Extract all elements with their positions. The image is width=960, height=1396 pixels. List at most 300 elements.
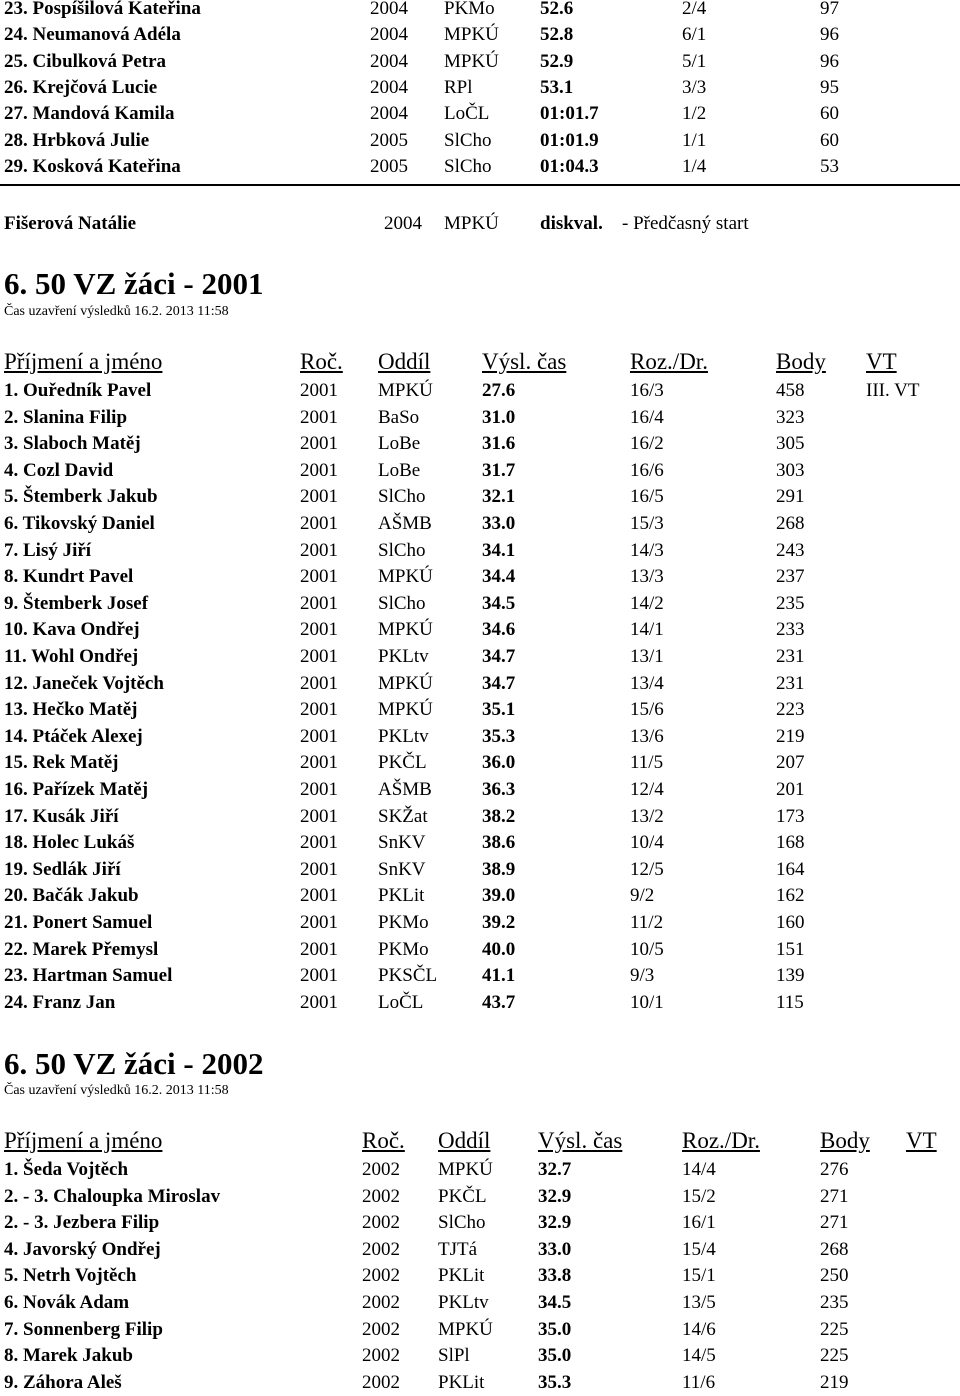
- table-row: [0, 1317, 960, 1343]
- performance-class: III. VT: [866, 380, 920, 401]
- birth-year: 2001: [300, 406, 338, 428]
- athlete-name: 5. Netrh Vojtěch: [4, 1265, 137, 1287]
- club-code: PKLtv: [378, 646, 429, 667]
- table-row: [0, 128, 960, 154]
- heat-lane: 15/2: [682, 1185, 716, 1207]
- points: 95: [820, 76, 839, 98]
- points: 268: [776, 513, 805, 534]
- club-code: PKLit: [438, 1371, 485, 1393]
- points: 151: [776, 938, 805, 960]
- points: 233: [776, 619, 805, 641]
- result-time: 43.7: [482, 991, 516, 1013]
- table-row: [0, 963, 960, 989]
- birth-year: 2001: [300, 380, 338, 401]
- club-code: MPKÚ: [378, 380, 433, 401]
- points: 323: [776, 406, 805, 428]
- table-row: [0, 1184, 960, 1210]
- table-row: [0, 538, 960, 564]
- points: 139: [776, 965, 805, 987]
- birth-year: 2001: [300, 938, 338, 960]
- athlete-name: 24. Franz Jan: [4, 991, 116, 1013]
- points: 243: [776, 539, 805, 561]
- birth-year: 2002: [362, 1159, 400, 1180]
- column-header-pts: Body: [820, 1128, 870, 1153]
- athlete-name: 23. Pospíšilová Kateřina: [4, 0, 201, 19]
- points: 303: [776, 459, 805, 481]
- results-closed-time: Čas uzavření výsledků 16.2. 2013 11:58: [4, 1083, 229, 1098]
- athlete-name: 14. Ptáček Alexej: [4, 725, 143, 747]
- heat-lane: 11/2: [630, 912, 664, 933]
- club-code: MPKÚ: [438, 1159, 493, 1180]
- table-row: [0, 804, 960, 830]
- heat-lane: 10/4: [630, 832, 664, 854]
- points: 173: [776, 805, 805, 827]
- athlete-name: 5. Štemberk Jakub: [4, 486, 158, 508]
- result-time: 38.9: [482, 858, 516, 880]
- athlete-name: 8. Marek Jakub: [4, 1345, 133, 1367]
- athlete-name: 9. Záhora Aleš: [4, 1371, 122, 1393]
- club-code: SlCho: [444, 155, 492, 177]
- points: 97: [820, 0, 839, 19]
- section-title: 6. 50 VZ žáci - 2001: [4, 266, 264, 301]
- club-code: MPKÚ: [444, 50, 499, 72]
- table-row: [0, 49, 960, 75]
- birth-year: 2001: [300, 486, 338, 508]
- table-row: [0, 511, 960, 537]
- heat-lane: 16/1: [682, 1212, 716, 1234]
- club-code: SlCho: [378, 592, 426, 614]
- club-code: SlCho: [378, 539, 426, 561]
- table-row: [0, 378, 960, 404]
- heat-lane: 12/4: [630, 779, 664, 800]
- points: 60: [820, 129, 839, 151]
- table-row: [0, 405, 960, 431]
- athlete-name: 11. Wohl Ondřej: [4, 646, 139, 667]
- birth-year: 2005: [370, 155, 408, 177]
- club-code: SKŽat: [378, 805, 428, 827]
- heat-lane: 14/4: [682, 1159, 716, 1180]
- points: 235: [820, 1292, 849, 1313]
- athlete-name: 25. Cibulková Petra: [4, 50, 167, 72]
- athlete-name: 8. Kundrt Pavel: [4, 566, 134, 588]
- heat-lane: 13/6: [630, 725, 664, 747]
- athlete-name: 4. Javorský Ondřej: [4, 1238, 161, 1260]
- birth-year: 2004: [370, 50, 408, 72]
- table-row: [0, 777, 960, 803]
- heat-lane: 13/2: [630, 805, 664, 827]
- results-closed-time: Čas uzavření výsledků 16.2. 2013 11:58: [4, 304, 229, 319]
- points: 271: [820, 1212, 849, 1234]
- athlete-name: 17. Kusák Jiří: [4, 805, 119, 827]
- heat-lane: 16/4: [630, 406, 664, 428]
- result-time: 27.6: [482, 380, 516, 401]
- result-time: 34.5: [538, 1292, 572, 1313]
- birth-year: 2001: [300, 991, 338, 1013]
- table-row: [0, 1343, 960, 1369]
- athlete-name: 2. - 3. Jezbera Filip: [4, 1212, 160, 1234]
- result-time: 35.3: [538, 1371, 572, 1393]
- points: 160: [776, 912, 805, 933]
- club-code: LoBe: [378, 459, 421, 481]
- athlete-name: 6. Tikovský Daniel: [4, 513, 155, 534]
- birth-year: 2004: [370, 24, 408, 46]
- birth-year: 2001: [300, 725, 338, 747]
- heat-lane: 15/1: [682, 1265, 716, 1287]
- result-time: 31.7: [482, 459, 516, 481]
- result-time: 33.8: [538, 1265, 572, 1287]
- points: 219: [820, 1371, 849, 1393]
- club-code: SlCho: [438, 1212, 486, 1234]
- table-row: [0, 671, 960, 697]
- result-time: 34.6: [482, 619, 516, 641]
- birth-year: 2001: [300, 539, 338, 561]
- dq-name: Fišerová Natálie: [4, 213, 137, 234]
- athlete-name: 24. Neumanová Adéla: [4, 24, 181, 46]
- heat-lane: 1/2: [682, 103, 707, 125]
- athlete-name: 12. Janeček Vojtěch: [4, 672, 164, 694]
- club-code: BaSo: [378, 406, 420, 428]
- club-code: LoČL: [444, 103, 490, 125]
- points: 276: [820, 1159, 849, 1180]
- section-title: 6. 50 VZ žáci - 2002: [4, 1046, 264, 1081]
- birth-year: 2001: [300, 912, 338, 933]
- points: 268: [820, 1238, 849, 1260]
- heat-lane: 14/5: [682, 1345, 716, 1367]
- club-code: SnKV: [378, 832, 426, 854]
- athlete-name: 2. - 3. Chaloupka Miroslav: [4, 1185, 221, 1207]
- birth-year: 2002: [362, 1265, 400, 1287]
- table-row: [0, 617, 960, 643]
- result-time: 32.1: [482, 486, 516, 508]
- points: 237: [776, 566, 805, 588]
- dq-reason: - Předčasný start: [622, 213, 749, 234]
- table-header: [0, 347, 960, 377]
- heat-lane: 12/5: [630, 858, 664, 880]
- points: 271: [820, 1185, 849, 1207]
- table-row: [0, 830, 960, 856]
- table-row: [0, 724, 960, 750]
- result-time: 32.9: [538, 1185, 572, 1207]
- club-code: MPKÚ: [378, 619, 433, 641]
- column-header-name: Příjmení a jméno: [4, 1128, 163, 1153]
- table-row: [0, 1290, 960, 1316]
- points: 168: [776, 832, 805, 854]
- result-time: 01:01.9: [540, 129, 599, 151]
- table-row: [0, 750, 960, 776]
- points: 225: [820, 1318, 849, 1340]
- points: 207: [776, 752, 805, 774]
- club-code: LoBe: [378, 433, 421, 455]
- column-header-vt: VT: [866, 349, 897, 374]
- athlete-name: 29. Kosková Kateřina: [4, 155, 181, 177]
- table-row: [0, 101, 960, 127]
- athlete-name: 10. Kava Ondřej: [4, 619, 140, 641]
- heat-lane: 15/6: [630, 699, 664, 721]
- result-time: 34.7: [482, 672, 516, 694]
- birth-year: 2004: [370, 0, 408, 19]
- club-code: PKČL: [438, 1185, 487, 1207]
- result-time: 38.2: [482, 805, 516, 827]
- points: 162: [776, 885, 805, 907]
- athlete-name: 15. Rek Matěj: [4, 752, 119, 774]
- athlete-name: 28. Hrbková Julie: [4, 129, 150, 151]
- column-header-split: Roz./Dr.: [630, 349, 708, 374]
- birth-year: 2001: [300, 513, 338, 534]
- heat-lane: 13/1: [630, 646, 664, 667]
- points: 231: [776, 672, 805, 694]
- heat-lane: 14/1: [630, 619, 664, 641]
- table-row: [0, 1210, 960, 1236]
- heat-lane: 13/4: [630, 672, 664, 694]
- birth-year: 2001: [300, 699, 338, 721]
- birth-year: 2004: [370, 76, 408, 98]
- club-code: PKMo: [378, 938, 429, 960]
- club-code: RPl: [444, 76, 473, 98]
- club-code: MPKÚ: [438, 1318, 493, 1340]
- birth-year: 2001: [300, 885, 338, 907]
- heat-lane: 14/3: [630, 539, 664, 561]
- heat-lane: 10/1: [630, 991, 664, 1013]
- column-header-name: Příjmení a jméno: [4, 349, 163, 374]
- birth-year: 2001: [300, 459, 338, 481]
- athlete-name: 27. Mandová Kamila: [4, 103, 175, 125]
- result-time: 01:01.7: [540, 103, 599, 125]
- heat-lane: 13/3: [630, 566, 664, 588]
- disqualified-row: [0, 210, 960, 238]
- athlete-name: 3. Slaboch Matěj: [4, 433, 141, 455]
- table-row: [0, 564, 960, 590]
- points: 225: [820, 1345, 849, 1367]
- dq-year: 2004: [384, 213, 422, 234]
- heat-lane: 1/4: [682, 155, 707, 177]
- result-time: 35.0: [538, 1345, 572, 1367]
- points: 96: [820, 50, 839, 72]
- table-row: [0, 910, 960, 936]
- athlete-name: 2. Slanina Filip: [4, 406, 128, 428]
- birth-year: 2002: [362, 1371, 400, 1393]
- athlete-name: 7. Sonnenberg Filip: [4, 1318, 163, 1340]
- column-header-year: Roč.: [300, 349, 343, 374]
- result-time: 35.3: [482, 725, 516, 747]
- athlete-name: 1. Ouředník Pavel: [4, 380, 152, 401]
- birth-year: 2002: [362, 1212, 400, 1234]
- column-header-club: Oddíl: [438, 1128, 491, 1153]
- birth-year: 2001: [300, 858, 338, 880]
- table-row: [0, 484, 960, 510]
- heat-lane: 9/3: [630, 965, 655, 987]
- birth-year: 2001: [300, 619, 338, 641]
- dq-club: MPKÚ: [444, 213, 499, 234]
- heat-lane: 14/2: [630, 592, 664, 614]
- athlete-name: 16. Pařízek Matěj: [4, 779, 149, 800]
- table-row: [0, 644, 960, 670]
- club-code: MPKÚ: [378, 699, 433, 721]
- athlete-name: 26. Krejčová Lucie: [4, 76, 158, 98]
- heat-lane: 15/4: [682, 1238, 716, 1260]
- points: 231: [776, 646, 805, 667]
- result-time: 52.6: [540, 0, 574, 19]
- points: 115: [776, 991, 804, 1013]
- result-time: 33.0: [538, 1238, 572, 1260]
- table-row: [0, 857, 960, 883]
- result-time: 35.0: [538, 1318, 572, 1340]
- birth-year: 2001: [300, 965, 338, 987]
- column-header-year: Roč.: [362, 1128, 405, 1153]
- club-code: MPKÚ: [378, 672, 433, 694]
- birth-year: 2001: [300, 805, 338, 827]
- result-time: 52.9: [540, 50, 574, 72]
- club-code: PKČL: [378, 752, 427, 774]
- heat-lane: 11/5: [630, 752, 664, 774]
- column-header-vt: VT: [906, 1128, 937, 1153]
- athlete-name: 20. Bačák Jakub: [4, 885, 139, 907]
- points: 291: [776, 486, 805, 508]
- table-row: [0, 0, 960, 22]
- result-time: 01:04.3: [540, 155, 599, 177]
- result-time: 32.7: [538, 1159, 572, 1180]
- column-header-club: Oddíl: [378, 349, 431, 374]
- result-time: 40.0: [482, 938, 516, 960]
- birth-year: 2001: [300, 566, 338, 588]
- result-time: 31.0: [482, 406, 516, 428]
- result-time: 36.0: [482, 752, 516, 774]
- result-time: 52.8: [540, 24, 574, 46]
- athlete-name: 13. Hečko Matěj: [4, 699, 138, 721]
- heat-lane: 11/6: [682, 1371, 716, 1393]
- result-time: 36.3: [482, 779, 516, 800]
- club-code: SnKV: [378, 858, 426, 880]
- birth-year: 2001: [300, 832, 338, 854]
- points: 164: [776, 858, 805, 880]
- result-time: 32.9: [538, 1212, 572, 1234]
- club-code: SlCho: [378, 486, 426, 508]
- club-code: MPKÚ: [378, 566, 433, 588]
- result-time: 39.2: [482, 912, 516, 933]
- athlete-name: 22. Marek Přemysl: [4, 938, 159, 960]
- heat-lane: 3/3: [682, 76, 707, 98]
- birth-year: 2002: [362, 1292, 400, 1313]
- result-time: 34.4: [482, 566, 516, 588]
- club-code: AŠMB: [378, 779, 432, 800]
- result-time: 39.0: [482, 885, 516, 907]
- club-code: PKLit: [438, 1265, 485, 1287]
- birth-year: 2002: [362, 1238, 400, 1260]
- birth-year: 2001: [300, 592, 338, 614]
- club-code: SlPl: [438, 1345, 470, 1367]
- table-row: [0, 591, 960, 617]
- club-code: PKLtv: [438, 1292, 489, 1313]
- result-time: 41.1: [482, 965, 516, 987]
- table-header: [0, 1126, 960, 1156]
- table-row: [0, 431, 960, 457]
- heat-lane: 1/1: [682, 129, 707, 151]
- birth-year: 2001: [300, 752, 338, 774]
- heat-lane: 16/2: [630, 433, 664, 455]
- points: 53: [820, 155, 839, 177]
- table-row: [0, 990, 960, 1016]
- table-row: [0, 697, 960, 723]
- club-code: PKSČL: [378, 965, 438, 987]
- points: 235: [776, 592, 805, 614]
- table-row: [0, 458, 960, 484]
- birth-year: 2004: [370, 103, 408, 125]
- birth-year: 2001: [300, 779, 338, 800]
- heat-lane: 14/6: [682, 1318, 716, 1340]
- table-row: [0, 883, 960, 909]
- birth-year: 2001: [300, 646, 338, 667]
- result-time: 31.6: [482, 433, 516, 455]
- athlete-name: 18. Holec Lukáš: [4, 832, 135, 854]
- dq-status: diskval.: [540, 213, 603, 234]
- result-time: 35.1: [482, 699, 516, 721]
- table-row: [0, 937, 960, 963]
- heat-lane: 16/6: [630, 459, 664, 481]
- athlete-name: 7. Lisý Jiří: [4, 539, 92, 561]
- club-code: AŠMB: [378, 513, 432, 534]
- birth-year: 2005: [370, 129, 408, 151]
- points: 60: [820, 103, 839, 125]
- birth-year: 2002: [362, 1318, 400, 1340]
- club-code: LoČL: [378, 991, 424, 1013]
- club-code: PKLit: [378, 885, 425, 907]
- separator-line: [0, 184, 960, 186]
- heat-lane: 5/1: [682, 50, 707, 72]
- heat-lane: 9/2: [630, 885, 655, 907]
- points: 96: [820, 24, 839, 46]
- points: 223: [776, 699, 805, 721]
- column-header-split: Roz./Dr.: [682, 1128, 760, 1153]
- result-time: 34.5: [482, 592, 516, 614]
- heat-lane: 6/1: [682, 24, 707, 46]
- table-row: [0, 154, 960, 180]
- club-code: TJTá: [438, 1238, 478, 1260]
- points: 458: [776, 380, 805, 401]
- result-time: 38.6: [482, 832, 516, 854]
- result-time: 34.1: [482, 539, 516, 561]
- club-code: PKLtv: [378, 725, 429, 747]
- column-header-pts: Body: [776, 349, 826, 374]
- athlete-name: 21. Ponert Samuel: [4, 912, 153, 933]
- athlete-name: 4. Cozl David: [4, 459, 114, 481]
- table-row: [0, 22, 960, 48]
- points: 201: [776, 779, 805, 800]
- athlete-name: 19. Sedlák Jiří: [4, 858, 121, 880]
- table-row: [0, 75, 960, 101]
- club-code: PKMo: [444, 0, 495, 19]
- birth-year: 2002: [362, 1345, 400, 1367]
- points: 219: [776, 725, 805, 747]
- club-code: PKMo: [378, 912, 429, 933]
- athlete-name: 1. Šeda Vojtěch: [4, 1159, 129, 1180]
- column-header-time: Výsl. čas: [482, 349, 567, 374]
- result-time: 34.7: [482, 646, 516, 667]
- heat-lane: 10/5: [630, 938, 664, 960]
- club-code: SlCho: [444, 129, 492, 151]
- result-time: 53.1: [540, 76, 574, 98]
- heat-lane: 2/4: [682, 0, 707, 19]
- table-row: [0, 1263, 960, 1289]
- table-row: [0, 1237, 960, 1263]
- birth-year: 2001: [300, 672, 338, 694]
- result-time: 33.0: [482, 513, 516, 534]
- points: 305: [776, 433, 805, 455]
- heat-lane: 16/3: [630, 380, 664, 401]
- club-code: MPKÚ: [444, 24, 499, 46]
- table-row: [0, 1157, 960, 1183]
- athlete-name: 6. Novák Adam: [4, 1292, 130, 1313]
- athlete-name: 9. Štemberk Josef: [4, 592, 149, 614]
- birth-year: 2002: [362, 1185, 400, 1207]
